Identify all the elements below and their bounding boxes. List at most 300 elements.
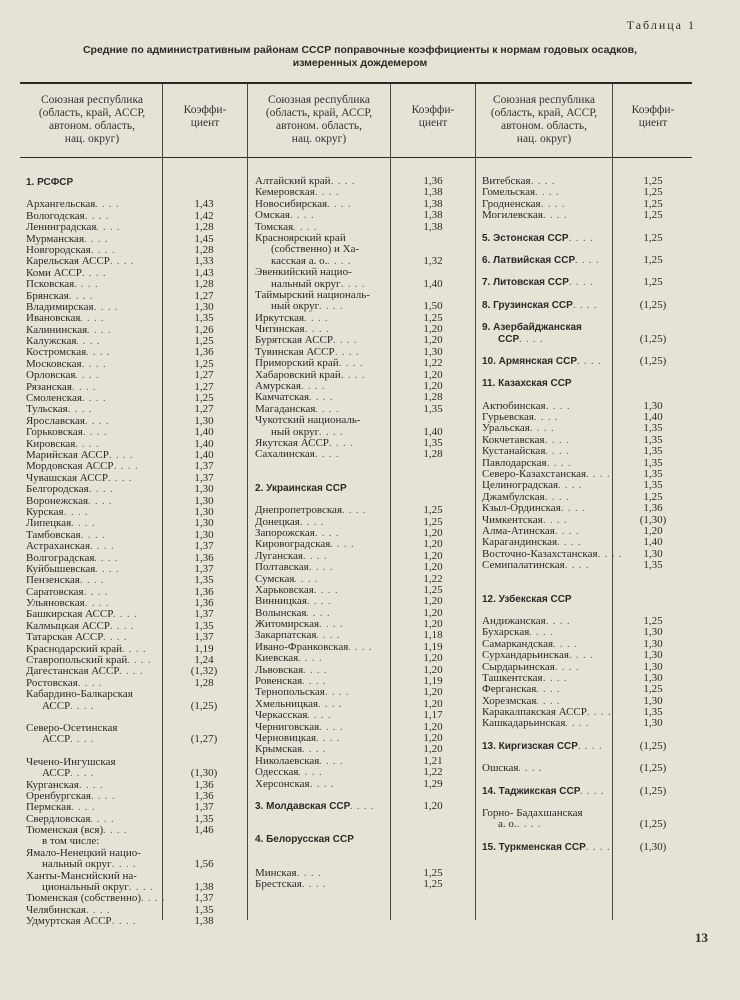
dot-leader: . . . . [534,412,559,424]
table-row [482,819,692,830]
coefficient-value: 1,25 [643,276,663,289]
coefficient-value: 1,22 [423,357,443,370]
region-name: Новосибирская [255,197,328,210]
region-name: Черкасская [255,709,308,722]
coefficient-value: 1,19 [423,675,443,688]
coefficient-value: 1,19 [423,640,443,653]
region-name: Оренбургская [26,789,91,802]
table-row [26,916,244,927]
region-name: Бухарская [482,626,530,639]
dot-leader: . . . . [79,779,104,791]
dot-leader: . . . . [319,426,344,438]
table-row [26,370,244,381]
table-title-line: Средние по административным районам СССР поправочные коэффициенты к нормам годовых осадков, [82,44,638,56]
dot-leader: . . . . [74,279,99,291]
region-name: Челябинская [26,903,86,916]
region-name: Мордовская АССР [26,460,114,473]
coefficient-value: 1,20 [423,526,443,539]
region-name: Джамбулская [482,490,545,503]
header-line: автоном. область, [501,120,587,132]
coefficient-value: 1,38 [423,186,443,199]
region-name: Гомельская [482,186,536,199]
coefficient-value: 1,25 [643,175,663,187]
dot-leader: . . . . [298,767,323,779]
dot-leader: . . . . [95,199,120,211]
dot-leader: . . . . [341,278,366,290]
dot-leader: . . . . [112,916,137,928]
region-name: Брестская [255,878,302,891]
coefficient-value: 1,43 [194,198,214,211]
region-name: Краснодарский край [26,642,123,655]
region-name: Брянская [26,289,69,302]
coefficient-value: 1,37 [194,562,214,575]
coefficient-value: 1,27 [194,289,214,302]
region-name: Смоленская [26,392,82,405]
coefficient-value: 1,30 [643,717,663,730]
coefficient-value: 1,28 [194,243,214,256]
header-line: Коэффи- [631,104,675,116]
row-spacer [26,166,244,177]
region-name: касская а. о. [271,254,328,267]
dot-leader: . . . . [307,596,332,608]
region-name: Бурятская АССР [255,334,333,347]
region-name: Запорожская [255,526,315,539]
coefficient-value: 1,20 [423,686,443,699]
coefficient-value: 1,30 [194,300,214,313]
region-name: Черновицкая [255,731,317,744]
coefficient-value: 1,25 [643,186,663,199]
region-name: Калужская [26,335,77,348]
header-region [24,94,160,146]
region-name: Сурхандарьинская [482,649,569,662]
table-row [482,210,692,221]
coefficient-value: 1,37 [194,540,214,553]
coefficient-value: 1,40 [423,277,443,290]
header-top-rule [20,82,692,84]
coefficient-value: 1,27 [194,380,214,393]
section-heading: 3. Молдавская ССР [255,800,351,812]
region-name: Ивано-Франковская [255,640,349,653]
dot-leader: . . . . [82,358,107,370]
region-name: Вологодская [26,209,85,222]
coefficient-value: 1,20 [423,561,443,574]
table-row [482,684,692,695]
table-row [26,484,244,495]
coefficient-value: (1,25) [639,354,667,367]
coefficient-value: (1,30) [639,513,667,526]
dot-leader: . . . . [315,449,340,461]
dot-leader: . . . . [309,392,334,404]
region-name: Саратовская [26,585,84,598]
region-name: Ферганская [482,683,537,696]
coefficient-value: 1,20 [423,618,443,631]
region-name: Владимирская [26,300,94,313]
section-heading-row [26,177,244,188]
region-name: Днепропетровская [255,504,343,517]
coefficient-value: 1,30 [643,626,663,639]
header-line: циент [638,117,668,129]
region-name: Сахалинская [255,448,315,461]
region-name: Ульяновская [26,597,85,610]
region-name: Сырдарьинская [482,660,555,673]
region-name: Павлодарская [482,456,547,469]
coefficient-value: 1,30 [194,414,214,427]
row-spacer [482,311,692,322]
header-line: Коэффи- [183,104,227,116]
coefficient-value: 1,30 [423,345,443,358]
coefficient-value: 1,24 [194,654,214,667]
dot-leader: . . . . [518,763,543,775]
dot-leader: . . . . [578,740,603,752]
region-name: Свердловская [26,812,91,825]
region-name: Ташкентская [482,671,543,684]
header-line: (область, край, АССР, [38,107,146,119]
coefficient-value: 1,35 [194,574,214,587]
header-bottom-rule [20,157,692,158]
section-heading: 11. Казахская ССР [482,378,572,390]
table-row [26,734,244,745]
region-name: Магаданская [255,402,316,415]
table-row [255,539,473,550]
dot-leader: . . . . [112,859,137,871]
dot-leader: . . . . [348,641,373,653]
coefficient-value: 1,36 [194,346,214,359]
dot-leader: . . . . [341,369,366,381]
dot-leader: . . . . [325,687,350,699]
dot-leader: . . . . [306,607,331,619]
table-row [255,415,473,426]
coefficient-value: 1,30 [643,399,663,412]
dot-leader: . . . . [113,609,138,621]
region-name: Кабардино-Балкарская [26,688,133,701]
region-name: Томская [255,220,294,233]
dot-leader: . . . . [531,176,556,187]
region-name: Ханты-Мансийский на- [26,869,137,882]
header-line: Союзная республика [41,94,143,106]
section-heading-row [482,741,692,752]
dot-leader: . . . . [70,700,95,712]
coefficient-value: 1,35 [194,903,214,916]
coefficient-value: (1,25) [639,784,667,797]
table-row [255,562,473,573]
section-heading: 5. Эстонская ССР [482,232,569,244]
table-row [255,767,473,778]
coefficient-value: 1,26 [194,323,214,336]
coefficient-value: 1,30 [194,528,214,541]
dot-leader: . . . . [586,469,611,481]
dot-leader: . . . . [90,541,115,553]
table-row [255,779,473,790]
coefficient-value: 1,30 [194,517,214,530]
region-name: Курская [26,505,64,518]
dot-leader: . . . . [90,813,115,825]
coefficient-value: 1,25 [194,357,214,370]
coefficient-value: 1,25 [423,311,443,324]
region-name: Хорезмская [482,694,537,707]
dot-leader: . . . . [553,638,578,650]
region-name: АССР [42,699,71,712]
dot-leader: . . . . [103,632,128,644]
coefficient-value: 1,20 [423,380,443,393]
coefficient-value: 1,33 [194,255,214,268]
coefficient-value: 1,25 [423,504,443,517]
region-name: Целиноградская [482,479,559,492]
dot-leader: . . . . [84,586,109,598]
row-spacer [255,812,473,823]
region-name: Андижанская [482,614,546,627]
table-row [26,632,244,643]
dot-leader: . . . . [70,768,95,780]
coefficient-value: 1,36 [194,778,214,791]
region-name: Кемеровская [255,186,315,199]
section-heading-row [482,300,692,311]
region-name: Куйбышевская [26,562,96,575]
row-spacer [482,583,692,594]
coefficient-value: 1,30 [643,547,663,560]
dot-leader: . . . . [75,370,100,382]
dot-leader: . . . . [536,684,561,696]
coefficient-value: 1,35 [643,479,663,492]
coefficient-value: 1,30 [643,694,663,707]
coefficient-value: 1,21 [423,754,443,767]
table-row [26,427,244,438]
table-row [26,768,244,779]
row-spacer [255,461,473,472]
region-name: Новгородская [26,243,91,256]
coefficient-value: 1,20 [423,323,443,336]
coefficient-value: 1,28 [423,448,443,461]
coefficient-value: 1,40 [194,448,214,461]
region-name: Минская [255,866,297,879]
coefficient-value: 1,25 [423,515,443,528]
dot-leader: . . . . [339,358,364,370]
region-name: Херсонская [255,777,310,790]
region-name: Каракалпакская АССР [482,706,587,719]
dot-leader: . . . . [82,267,107,279]
dot-leader: . . . . [127,655,152,667]
region-name: Ставропольский край [26,654,128,667]
dot-leader: . . . . [86,347,111,359]
coefficient-value: 1,27 [194,403,214,416]
table-row [255,596,473,607]
dot-leader: . . . . [315,187,340,199]
dot-leader: . . . . [575,254,600,266]
region-name: Тюменская (вся) [26,824,104,837]
dot-leader: . . . . [75,438,100,450]
dot-leader: . . . . [91,244,116,256]
coefficient-value: 1,35 [423,402,443,415]
dot-leader: . . . . [546,400,571,412]
table-row [26,859,244,870]
dot-leader: . . . . [569,650,594,662]
region-name: Башкирская АССР [26,608,114,621]
dot-leader: . . . . [80,575,105,587]
dot-leader: . . . . [331,176,356,187]
dot-leader: . . . . [333,335,358,347]
dot-leader: . . . . [103,825,128,837]
dot-leader: . . . . [517,819,542,831]
section-heading: 9. Азербайджанская [482,322,582,334]
region-name: ный округ [271,425,320,438]
region-name: циональный округ [42,881,129,894]
region-name: Камчатская [255,391,310,404]
coefficient-value: 1,37 [194,608,214,621]
coefficient-value: 1,25 [423,583,443,596]
dot-leader: . . . . [535,187,560,199]
section-heading: 14. Таджикская ССР [482,785,581,797]
header-line: нац. округ) [291,133,347,145]
coefficient-value: 1,38 [194,915,214,928]
coefficient-value: 1,20 [643,524,663,537]
header-line: (область, край, АССР, [490,107,598,119]
region-name: Ивановская [26,312,81,325]
dot-leader: . . . . [555,525,580,537]
header-line: Коэффи- [411,104,455,116]
coefficient-value: 1,45 [194,232,214,245]
dot-leader: . . . . [318,698,343,710]
region-name: Сумская [255,572,295,585]
region-name: Мурманская [26,232,84,245]
header-coefficient [614,104,692,130]
coefficient-value: 1,22 [423,766,443,779]
section-heading-row [482,356,692,367]
coefficient-value: 1,42 [194,209,214,222]
dot-leader: . . . . [80,313,105,325]
coefficient-value: 1,37 [194,471,214,484]
region-name: Московская [26,357,82,370]
coefficient-value: 1,27 [194,369,214,382]
column-divider [247,84,248,920]
region-name: Гродненская [482,197,541,210]
dot-leader: . . . . [315,403,340,415]
coefficient-value: 1,20 [423,720,443,733]
coefficient-value: 1,20 [423,731,443,744]
region-name: нальный округ [271,277,341,290]
region-name: Ошская [482,762,519,775]
region-name: Ростовская [26,676,78,689]
header-line: (область, край, АССР, [265,107,373,119]
region-name: Таймырский националь- [255,288,370,301]
section-heading: 7. Литовская ССР [482,277,569,289]
region-name: Кировская [26,437,76,450]
dot-leader: . . . . [300,516,325,528]
region-name: Донецкая [255,515,300,528]
dot-leader: . . . . [555,661,580,673]
section-heading: 1. РСФСР [26,177,74,188]
coefficient-value: 1,19 [194,642,214,655]
coefficient-value: 1,37 [194,801,214,814]
region-name: Воронежская [26,494,89,507]
coefficient-value: 1,28 [194,221,214,234]
dot-leader: . . . . [110,256,135,268]
dot-leader: . . . . [82,393,107,405]
region-name: АССР [42,767,71,780]
coefficient-value: 1,37 [194,892,214,905]
coefficient-value: 1,50 [423,300,443,313]
dot-leader: . . . . [543,672,568,684]
region-name: Чукотский националь- [255,414,361,427]
region-name: Луганская [255,549,303,562]
section-heading: 6. Латвийская ССР [482,254,576,266]
row-spacer [255,846,473,857]
region-name: Алтайский край [255,175,331,187]
region-name: Северо-Казахстанская [482,468,587,481]
table-row [482,627,692,638]
dot-leader: . . . . [558,480,583,492]
region-name: Гурьевская [482,411,534,424]
row-spacer [255,823,473,834]
coefficient-value: 1,30 [194,505,214,518]
coefficient-value: 1,20 [423,334,443,347]
table-row [26,689,244,700]
dot-leader: . . . . [141,893,166,905]
dot-leader: . . . . [319,619,344,631]
coefficient-value: 1,25 [423,878,443,891]
region-name: Курганская [26,778,79,791]
region-name: Кашкадарьинская [482,717,566,730]
coefficient-value: (1,32) [190,665,218,678]
header-line: автоном. область, [276,120,362,132]
region-name: Алма-Атинская [482,524,555,537]
coefficient-value: 1,20 [423,595,443,608]
region-name: Калининская [26,323,88,336]
coefficient-value: 1,25 [643,197,663,210]
coefficient-value: 1,20 [423,743,443,756]
dot-leader: . . . . [76,336,101,348]
region-name: Орловская [26,369,76,382]
coefficient-value: 1,20 [423,549,443,562]
coefficient-value: 1,20 [423,697,443,710]
table-row [255,653,473,664]
coefficient-value: 1,25 [194,335,214,348]
region-name: Северо-Осетинская [26,721,118,734]
header-region [250,94,388,146]
section-heading: 13. Киргизская ССР [482,740,578,752]
region-name: Удмуртская АССР [26,915,112,928]
dot-leader: . . . . [305,324,330,336]
dot-leader: . . . . [64,506,89,518]
region-name: Костромская [26,346,87,359]
dot-leader: . . . . [530,423,555,435]
dot-leader: . . . . [546,615,571,627]
region-name: АССР [42,733,71,746]
table-row [255,449,473,460]
table-row [482,560,692,571]
coefficient-value: 1,32 [423,254,443,267]
coefficient-value: 1,30 [194,483,214,496]
dot-leader: . . . . [96,222,121,234]
coefficient-value: 1,40 [423,425,443,438]
coefficient-value: (1,30) [639,840,667,853]
region-name: Астраханская [26,540,91,553]
table-row [255,358,473,369]
section-heading-row [482,842,692,853]
region-name: Житомирская [255,618,320,631]
section-heading: 4. Белорусская ССР [255,834,354,846]
coefficient-value: 1,20 [423,652,443,665]
region-name: Винницкая [255,595,307,608]
region-name: Чечено-Ингушская [26,755,116,768]
coefficient-value: 1,38 [423,209,443,222]
region-name: Пермская [26,801,72,814]
dot-leader: . . . . [94,552,119,564]
coefficient-value: 1,35 [423,436,443,449]
coefficient-value: 1,20 [423,663,443,676]
coefficient-value: 1,40 [643,411,663,424]
dot-leader: . . . . [350,800,375,812]
header-line: циент [418,117,448,129]
region-name: Харьковская [255,583,314,596]
